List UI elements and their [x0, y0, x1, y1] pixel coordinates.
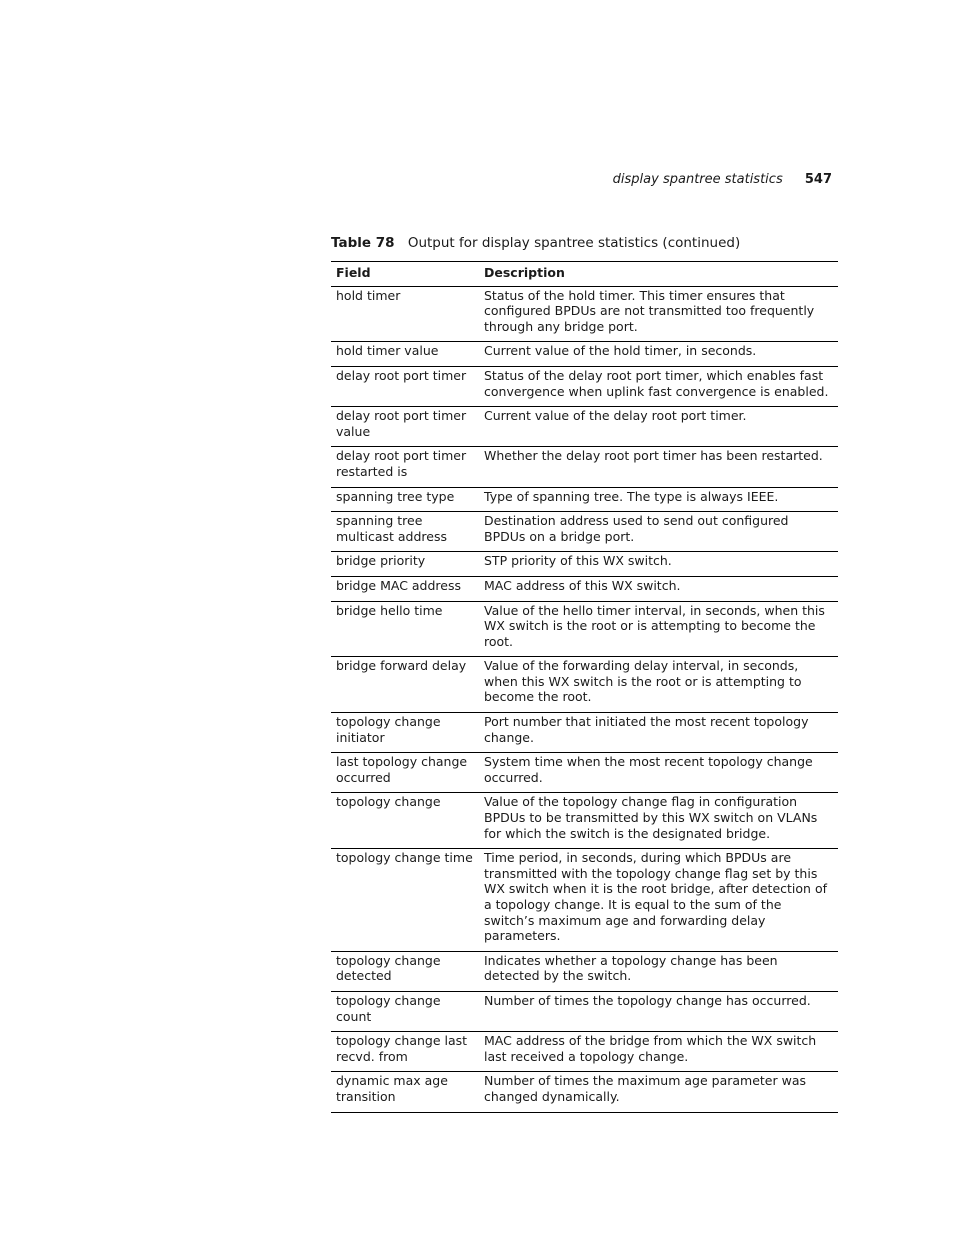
- table-row: [331, 552, 838, 577]
- table-row: [331, 407, 838, 447]
- field-cell: dynamic max age transition: [331, 1072, 479, 1112]
- description-cell: STP priority of this WX switch.: [479, 552, 838, 577]
- spantree-statistics-table: [331, 261, 838, 1113]
- table-header-row: [331, 262, 838, 287]
- section-title: display spantree statistics: [612, 172, 783, 187]
- table-row: [331, 286, 838, 342]
- column-header-description: Description: [479, 262, 838, 287]
- table-row: [331, 1032, 838, 1072]
- description-cell: Value of the topology change flag in configuration BPDUs to be transmitted by this WX switch on VLANs for which the switch is the designated bridge.: [479, 793, 838, 849]
- running-header: [613, 172, 832, 188]
- table-row: [331, 849, 838, 952]
- field-cell: topology change detected: [331, 951, 479, 991]
- table-row: [331, 793, 838, 849]
- field-cell: spanning tree type: [331, 487, 479, 512]
- description-cell: Value of the forwarding delay interval, in seconds, when this WX switch is the root or is attempting to become the root.: [479, 657, 838, 713]
- description-cell: MAC address of this WX switch.: [479, 576, 838, 601]
- field-cell: delay root port timer restarted is: [331, 447, 479, 487]
- table-row: [331, 576, 838, 601]
- field-cell: delay root port timer: [331, 366, 479, 406]
- description-cell: Indicates whether a topology change has been detected by the switch.: [479, 951, 838, 991]
- table-row: [331, 951, 838, 991]
- field-cell: bridge priority: [331, 552, 479, 577]
- description-cell: Port number that initiated the most recent topology change.: [479, 713, 838, 753]
- table-row: [331, 366, 838, 406]
- page-number: 547: [804, 172, 832, 187]
- field-cell: topology change: [331, 793, 479, 849]
- description-cell: Status of the hold timer. This timer ensures that configured BPDUs are not transmitted too frequently through any bridge port.: [479, 286, 838, 342]
- description-cell: Status of the delay root port timer, which enables fast convergence when uplink fast convergence is enabled.: [479, 366, 838, 406]
- description-cell: Destination address used to send out configured BPDUs on a bridge port.: [479, 512, 838, 552]
- column-header-field: Field: [331, 262, 479, 287]
- field-cell: bridge MAC address: [331, 576, 479, 601]
- table-row: [331, 1072, 838, 1112]
- table-label: Table 78: [331, 235, 395, 251]
- field-cell: hold timer: [331, 286, 479, 342]
- description-cell: Current value of the delay root port timer.: [479, 407, 838, 447]
- field-cell: spanning tree multicast address: [331, 512, 479, 552]
- description-cell: Current value of the hold timer, in seconds.: [479, 342, 838, 367]
- table-row: [331, 991, 838, 1031]
- field-cell: bridge hello time: [331, 601, 479, 657]
- field-cell: topology change count: [331, 991, 479, 1031]
- table-row: [331, 512, 838, 552]
- table-body: [331, 286, 838, 1112]
- field-cell: topology change last recvd. from: [331, 1032, 479, 1072]
- table-title: Output for display spantree statistics (continued): [407, 235, 741, 251]
- field-cell: delay root port timer value: [331, 407, 479, 447]
- table-row: [331, 753, 838, 793]
- field-cell: hold timer value: [331, 342, 479, 367]
- field-cell: topology change time: [331, 849, 479, 952]
- field-cell: bridge forward delay: [331, 657, 479, 713]
- description-cell: Type of spanning tree. The type is always IEEE.: [479, 487, 838, 512]
- table-row: [331, 447, 838, 487]
- description-cell: MAC address of the bridge from which the WX switch last received a topology change.: [479, 1032, 838, 1072]
- description-cell: Value of the hello timer interval, in seconds, when this WX switch is the root or is attempting to become the root.: [479, 601, 838, 657]
- table-row: [331, 713, 838, 753]
- field-cell: topology change initiator: [331, 713, 479, 753]
- table-row: [331, 487, 838, 512]
- table-row: [331, 342, 838, 367]
- description-cell: Time period, in seconds, during which BPDUs are transmitted with the topology change flag set by this WX switch when it is the root bridge, after detection of a topology change. It is equal to the sum of the switch’s maximum age and forwarding delay parameters.: [479, 849, 838, 952]
- description-cell: Number of times the topology change has occurred.: [479, 991, 838, 1031]
- field-cell: last topology change occurred: [331, 753, 479, 793]
- table-row: [331, 657, 838, 713]
- description-cell: System time when the most recent topology change occurred.: [479, 753, 838, 793]
- table-row: [331, 601, 838, 657]
- description-cell: Number of times the maximum age parameter was changed dynamically.: [479, 1072, 838, 1112]
- description-cell: Whether the delay root port timer has been restarted.: [479, 447, 838, 487]
- table-caption: [331, 235, 740, 251]
